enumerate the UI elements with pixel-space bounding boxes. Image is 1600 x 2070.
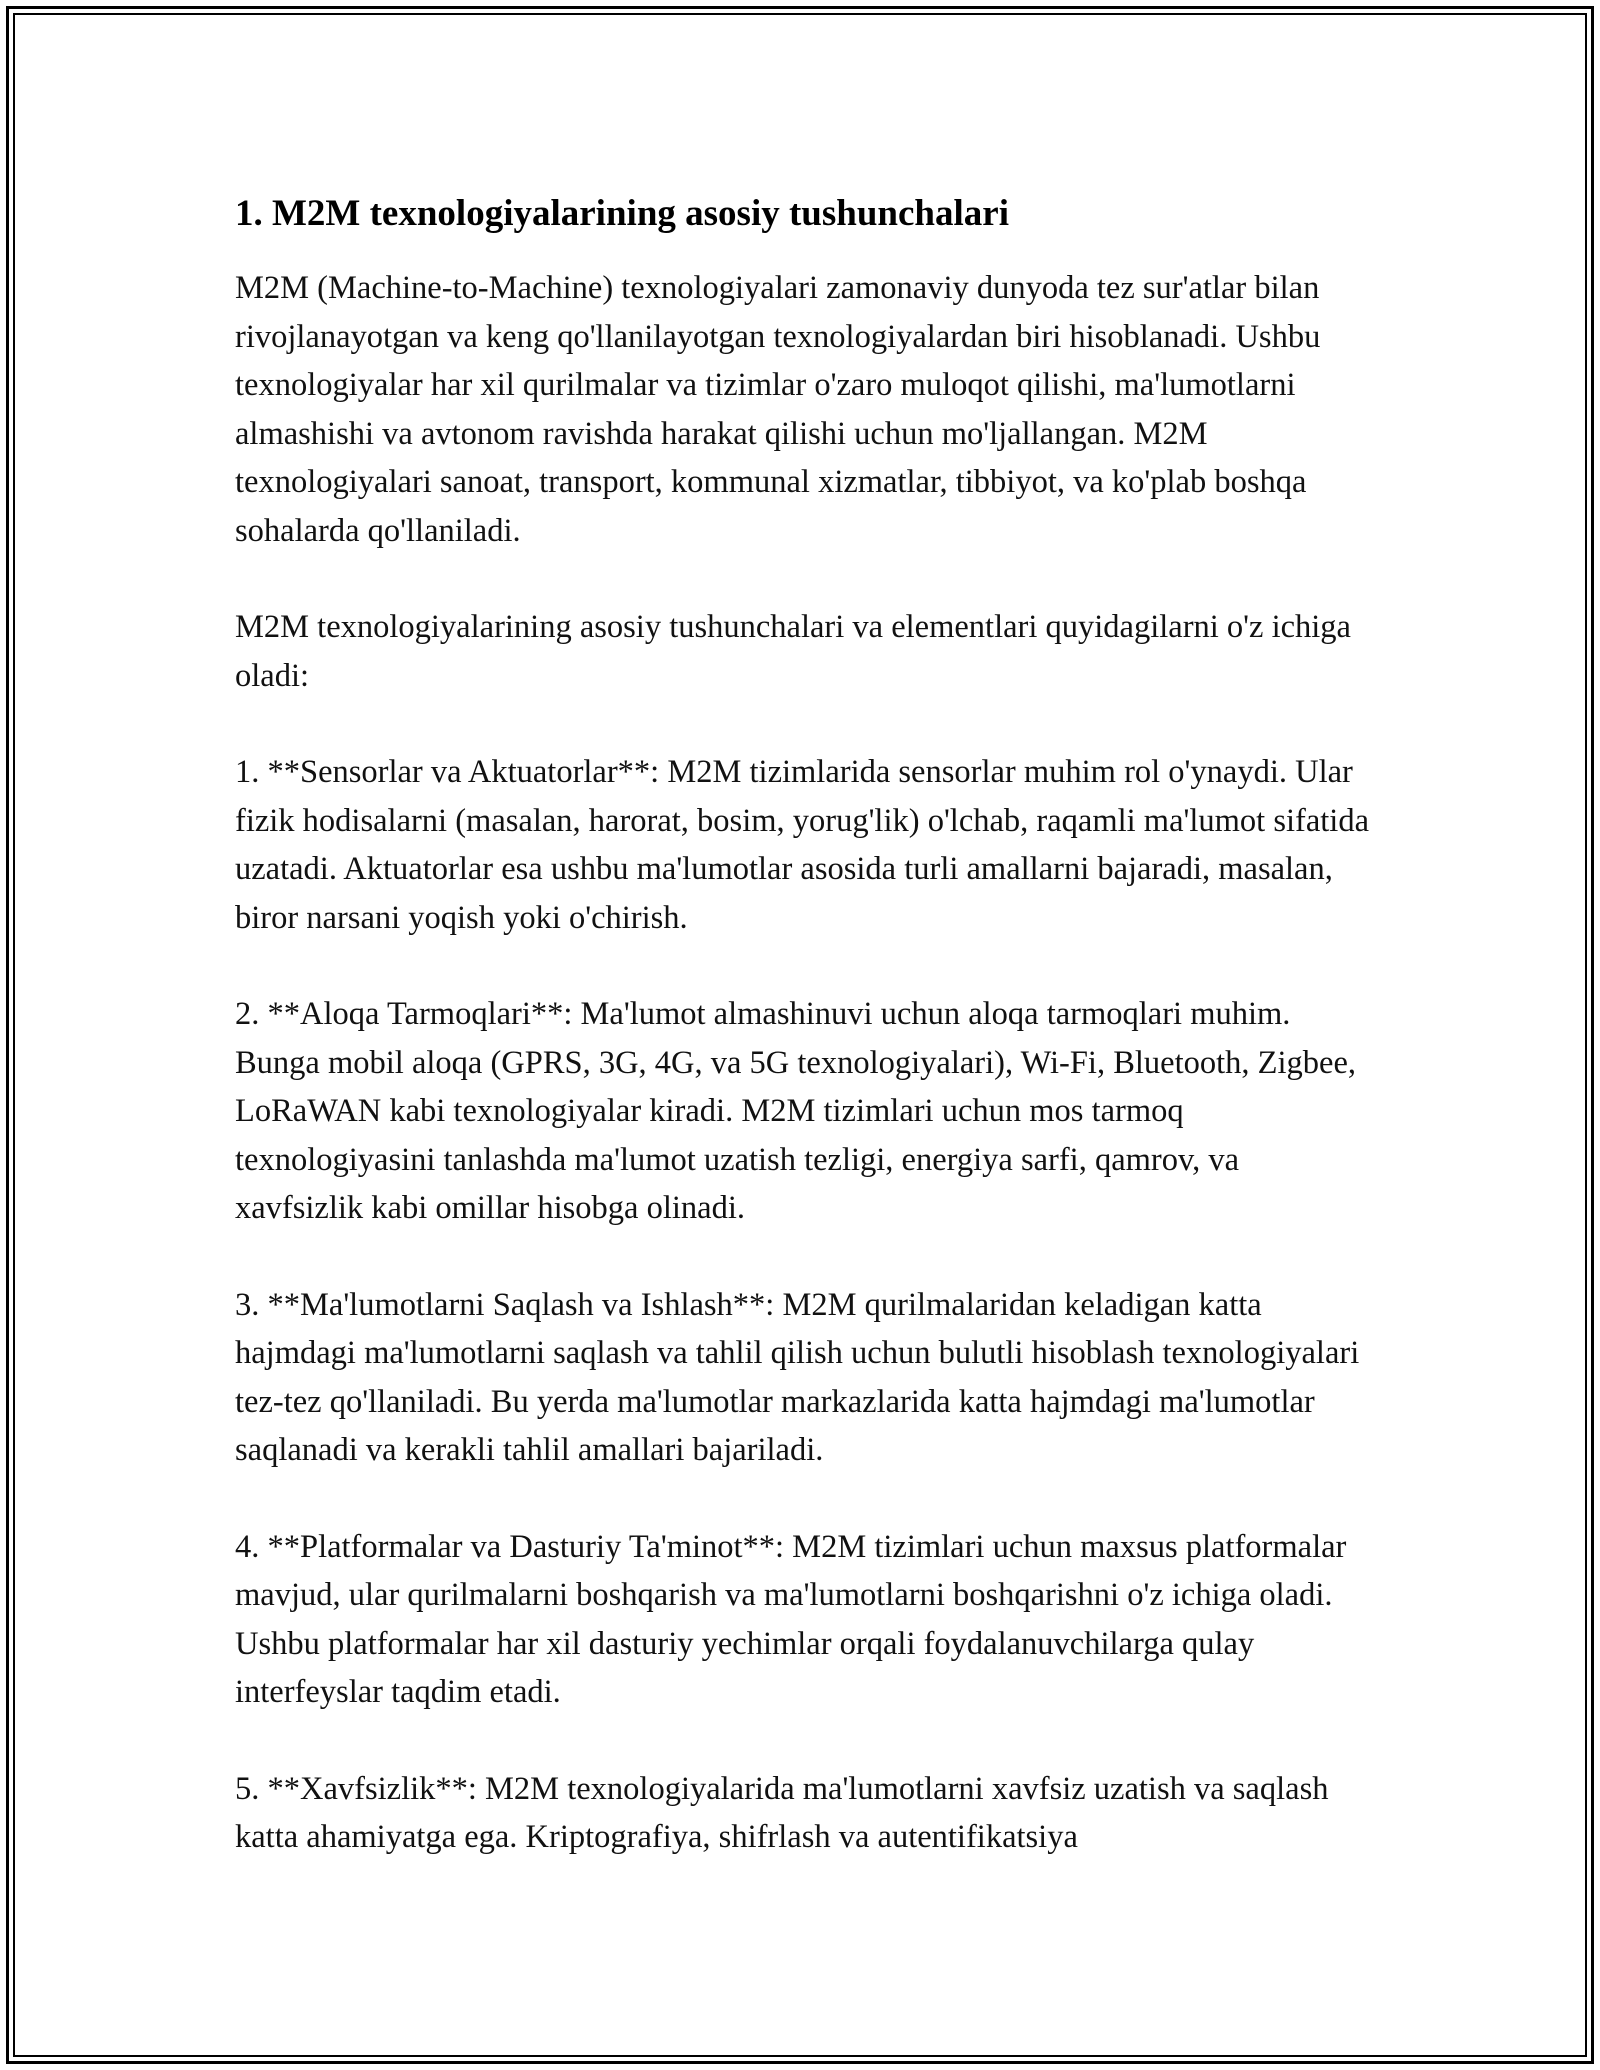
section-heading: 1. M2M texnologiyalarining asosiy tushunchalari — [235, 193, 1009, 234]
paragraph-intro: M2M (Machine-to-Machine) texnologiyalari zamonaviy dunyoda tez sur'atlar bilan rivojlanayotgan va keng qo'llanilayotgan texnologiyalardan biri hisoblanadi. Ushbu texnologiyalar har xil qurilmalar va tizimlar o'zaro muloqot qilishi, ma'lumotlarni almashishi va avtonom ravishda harakat qilishi uchun mo'ljallangan. M2M texnologiyalari sanoat, transport, kommunal xizmatlar, tibbiyot, va ko'plab boshqa sohalarda qo'llaniladi. — [235, 270, 1321, 549]
paragraph-sensors: 1. **Sensorlar va Aktuatorlar**: M2M tizimlarida sensorlar muhim rol o'ynaydi. Ular fizik hodisalarni (masalan, harorat, bosim, yorug'lik) o'lchab, raqamli ma'lumot sifatida uzatadi. Aktuatorlar esa ushbu ma'lumotlar asosida turli amallarni bajaradi, masalan, biror narsani yoqish yoki o'chirish. — [235, 754, 1369, 936]
document-body — [235, 186, 1370, 1910]
paragraph-security: 5. **Xavfsizlik**: M2M texnologiyalarida ma'lumotlarni xavfsiz uzatish va saqlash katta ahamiyatga ega. Kriptografiya, shifrlash va autentifikatsiya — [235, 1770, 1329, 1855]
paragraph-data-storage: 3. **Ma'lumotlarni Saqlash va Ishlash**: M2M qurilmalaridan keladigan katta hajmdagi ma'lumotlarni saqlash va tahlil qilish uchun bulutli hisoblash texnologiyalari tez-tez qo'llaniladi. Bu yerda ma'lumotlar markazlarida katta hajmdagi ma'lumotlar saqlanadi va kerakli tahlil amallari bajariladi. — [235, 1286, 1360, 1468]
paragraph-networks: 2. **Aloqa Tarmoqlari**: Ma'lumot almashinuvi uchun aloqa tarmoqlari muhim. Bunga mobil aloqa (GPRS, 3G, 4G, va 5G texnologiyalari), Wi-Fi, Bluetooth, Zigbee, LoRaWAN kabi texnologiyalar kiradi. M2M tizimlari uchun mos tarmoq texnologiyasini tanlashda ma'lumot uzatish tezligi, energiya sarfi, qamrov, va xavfsizlik kabi omillar hisobga olinadi. — [235, 996, 1357, 1226]
paragraph-platforms: 4. **Platformalar va Dasturiy Ta'minot**: M2M tizimlari uchun maxsus platformalar mavjud, ular qurilmalarni boshqarish va ma'lumotlarni boshqarishni o'z ichiga oladi. Ushbu platformalar har xil dasturiy yechimlar orqali foydalanuvchilarga qulay interfeyslar taqdim etadi. — [235, 1528, 1347, 1710]
paragraph-elements-lead: M2M texnologiyalarining asosiy tushunchalari va elementlari quyidagilarni o'z ichiga oladi: — [235, 609, 1351, 694]
